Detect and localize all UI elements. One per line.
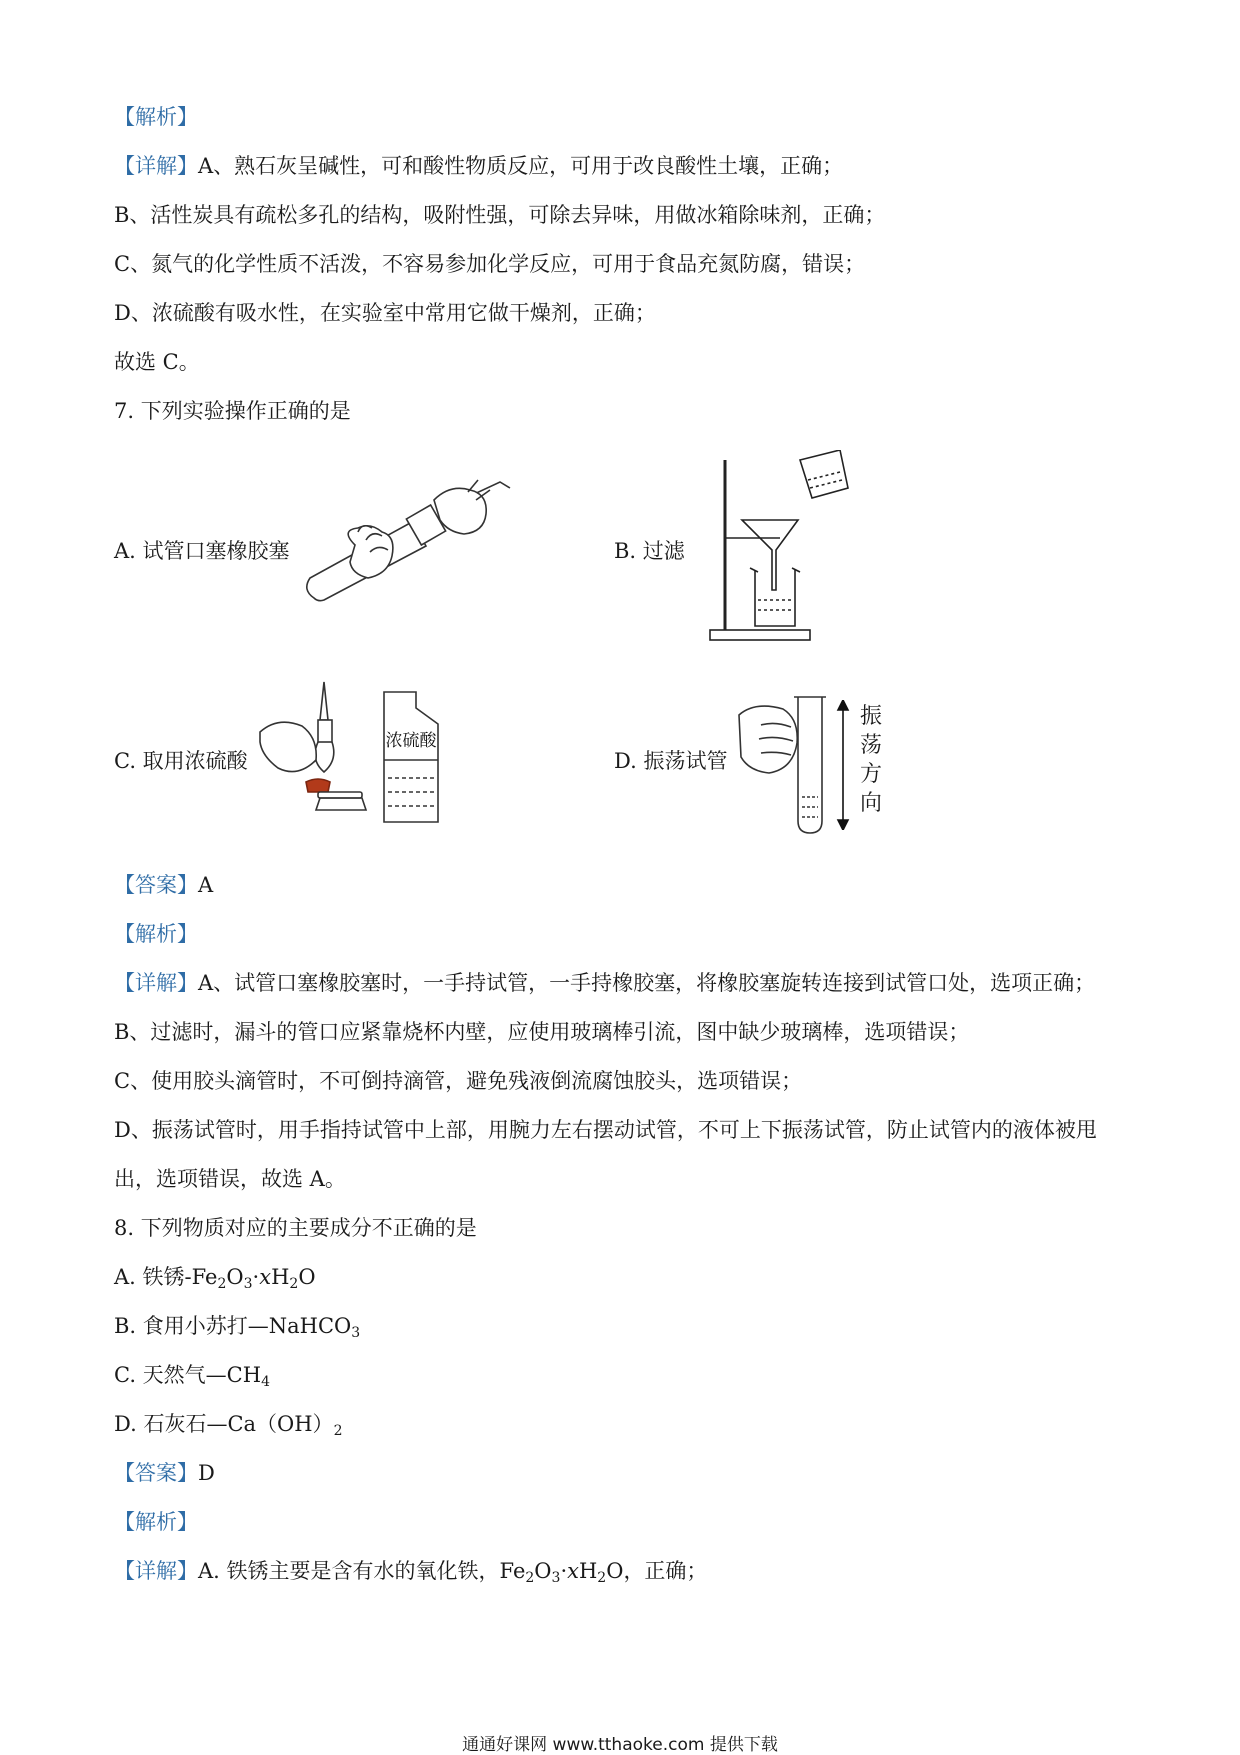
detail-tag: 【详解】 bbox=[114, 1559, 198, 1583]
detail-line bbox=[114, 152, 843, 180]
answer-value: D bbox=[198, 1461, 215, 1485]
question-7-stem: 7. 下列实验操作正确的是 bbox=[114, 399, 351, 423]
detail-tag: 【详解】 bbox=[114, 154, 198, 178]
detail-tag: 【详解】 bbox=[114, 971, 198, 995]
detail-line: D、浓硫酸有吸水性，在实验室中常用它做干燥剂，正确； bbox=[114, 301, 656, 325]
shake-char: 荡 bbox=[860, 733, 883, 758]
analysis-tag: 【解析】 bbox=[114, 105, 198, 129]
answer-line bbox=[114, 1459, 215, 1487]
option-c-label: C. 取用浓硫酸 bbox=[114, 749, 248, 773]
option-d: D. 石灰石$—Ca(OH)_2$ bbox=[114, 1412, 343, 1439]
rubber-stopper-illustration bbox=[300, 470, 525, 610]
detail-text: A、熟石灰呈碱性，可和酸性物质反应，可用于改良酸性土壤，正确； bbox=[198, 154, 844, 178]
shake-char: 方 bbox=[860, 762, 883, 787]
option-b: B. 食用小苏打—NaHCO$_3$ bbox=[114, 1314, 361, 1341]
option-a-label: A. 试管口塞橡胶塞 bbox=[114, 539, 290, 563]
footer: 通通好课网 www.tthaoke.com 提供下载 bbox=[462, 1735, 778, 1755]
option-d-label: D. 振荡试管 bbox=[614, 749, 728, 773]
detail-line: 【详解】A. 铁锈主要是含有水的氧化铁，$Fe_2O_3\cdot xH_2O$，正确； bbox=[114, 1559, 708, 1586]
option-b-label: B. 过滤 bbox=[614, 539, 685, 563]
answer-value: A bbox=[198, 873, 214, 897]
question-8-stem: 8. 下列物质对应的主要成分不正确的是 bbox=[114, 1216, 477, 1240]
detail-line: B、过滤时，漏斗的管口应紧靠烧杯内壁，应使用玻璃棒引流，图中缺少玻璃棒，选项错误； bbox=[114, 1020, 970, 1044]
analysis-tag: 【解析】 bbox=[114, 922, 198, 946]
detail-line: B、活性炭具有疏松多孔的结构，吸附性强，可除去异味，用做冰箱除味剂，正确； bbox=[114, 203, 886, 227]
answer-line bbox=[114, 871, 213, 899]
shake-char: 振 bbox=[860, 704, 883, 729]
dropper-illustration bbox=[258, 680, 448, 825]
detail-line bbox=[114, 969, 1095, 997]
analysis-tag: 【解析】 bbox=[114, 1510, 198, 1534]
conclusion-line: 故选 C。 bbox=[114, 350, 200, 374]
detail-line: C、使用胶头滴管时，不可倒持滴管，避免残液倒流腐蚀胶头，选项错误； bbox=[114, 1069, 803, 1093]
option-a: A. 铁锈$-Fe_2O_3\cdot xH_2O$ bbox=[114, 1265, 316, 1292]
detail-text: A、试管口塞橡胶塞时，一手持试管，一手持橡胶塞，将橡胶塞旋转连接到试管口处，选项正确； bbox=[198, 971, 1096, 995]
detail-line: D、振荡试管时，用手指持试管中上部，用腕力左右摆动试管，不可上下振荡试管，防止试管内的液体被甩 bbox=[114, 1118, 1097, 1142]
double-arrow-icon bbox=[836, 700, 850, 830]
bottle-label: 浓硫酸 bbox=[385, 731, 437, 751]
filtration-illustration bbox=[700, 450, 860, 645]
detail-line: C、氮气的化学性质不活泼，不容易参加化学反应，可用于食品充氮防腐，错误； bbox=[114, 252, 866, 276]
option-c: C. 天然气$—CH_4$ bbox=[114, 1363, 270, 1390]
answer-tag: 【答案】 bbox=[114, 1461, 198, 1485]
detail-line: 出，选项错误，故选 A。 bbox=[114, 1167, 346, 1191]
shake-direction-label bbox=[860, 702, 882, 818]
answer-tag: 【答案】 bbox=[114, 873, 198, 897]
test-tube bbox=[790, 693, 830, 838]
shake-char: 向 bbox=[860, 791, 883, 816]
